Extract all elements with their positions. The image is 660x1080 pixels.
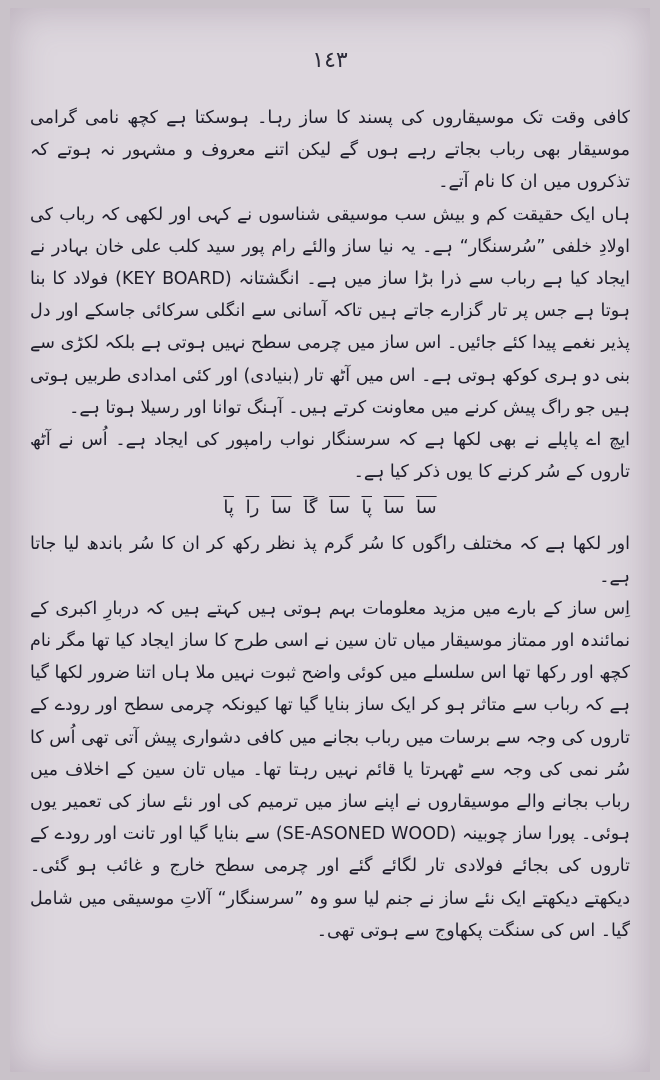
paragraph: ایچ اے پاپلے نے بھی لکھا ہے کہ سرسنگار نواب رامپور کی ایجاد ہے۔ اُس نے آٹھ تاروں کے سُر کرنے کا یوں ذکر کیا ہے۔ bbox=[30, 430, 630, 483]
note: سا bbox=[383, 497, 405, 519]
note: گا bbox=[303, 497, 318, 519]
note: سا bbox=[329, 497, 350, 519]
page-body bbox=[30, 102, 630, 947]
note: را bbox=[245, 497, 260, 519]
paragraph: کافی وقت تک موسیقاروں کی پسند کا ساز رہا۔ ہوسکتا ہے کچھ نامی گرامی موسیقار بھی رباب بجاتے رہے ہوں گے لیکن اتنے معروف و مشہور نہ ہوتے کہ تذکروں میں ان کا نام آتے۔ bbox=[30, 108, 630, 193]
note: سا bbox=[416, 497, 437, 519]
note: پا bbox=[361, 497, 372, 519]
string-tuning-notes bbox=[30, 492, 630, 524]
paragraph: اور لکھا ہے کہ مختلف راگوں کا سُر گرم پذ نظر رکھ کر ان کا سُر باندھ لیا جاتا ہے۔ bbox=[30, 534, 630, 587]
page-number: ١٤٣ bbox=[312, 48, 348, 73]
book-page bbox=[10, 8, 650, 1072]
note: سا bbox=[271, 497, 292, 519]
paragraph: اِس ساز کے بارے میں مزید معلومات بہم ہوتی ہیں کہتے ہیں کہ دربارِ اکبری کے نمائندہ اور ممتاز موسیقار میاں تان سین نے اسی طرح کا ساز ایجاد کیا تھا مگر نام کچھ اور رکھا تھا اس سلسلے میں کوئی واضح ثبوت نہیں ملا ہاں اتنا ضرور لکھا گیا ہے کہ رباب سے متاثر ہو کر ایک ساز بنایا گیا تھا کیونکہ چرمی سطح اور رودے کے تاروں کی وجہ سے برسات میں رباب بجانے میں کافی دشواری پیش آتی تھی اُس کا سُر نمی کی وجہ سے ٹھہرتا یا قائم نہیں رہتا تھا۔ میاں تان سین کے اخلاف میں رباب بجانے والے موسیقاروں نے اپنے ساز میں ترمیم کی اور نئے ساز کی تعمیر یوں ہوئی۔ پورا ساز چوبینہ (SE-ASONED WOOD) سے بنایا گیا اور تانت اور رودے کے تاروں کی بجائے فولادی تار لگائے گئے اور چرمی سطح خارج و غائب ہو گئی۔ دیکھتے دیکھتے ایک نئے ساز نے جنم لیا سو وہ ”سرسنگار“ آلاتِ موسیقی میں شامل گیا۔ اس کی سنگت پکھاوج سے ہوتی تھی۔ bbox=[30, 598, 630, 941]
note: پا bbox=[223, 497, 234, 519]
paragraph: ہاں ایک حقیقت کم و بیش سب موسیقی شناسوں نے کہی اور لکھی کہ رباب کی اولادِ خلفی ”سُرسنگار“ ہے۔ یہ نیا ساز والئے رام پور سید کلب علی خان بہادر نے ایجاد کیا ہے رباب سے ذرا بڑا ساز میں ہے۔ انگشتانہ (KEY BOARD) فولاد کا بنا ہوتا ہے جس پر تار گزارے جاتے ہیں تاکہ آسانی سے انگلی سرکائی جاسکے اور دل پذیر نغمے پیدا کئے جائیں۔ اس ساز میں چرمی سطح نہیں ہوتی ہے بلکہ لکڑی سے بنی دو ہری کوکھ ہوتی ہے۔ اس میں آٹھ تار (بنیادی) اور کئی امدادی طربیں ہوتی ہیں جو راگ پیش کرنے میں معاونت کرتے ہیں۔ آہنگ توانا اور رسیلا ہوتا ہے۔ bbox=[30, 204, 631, 418]
